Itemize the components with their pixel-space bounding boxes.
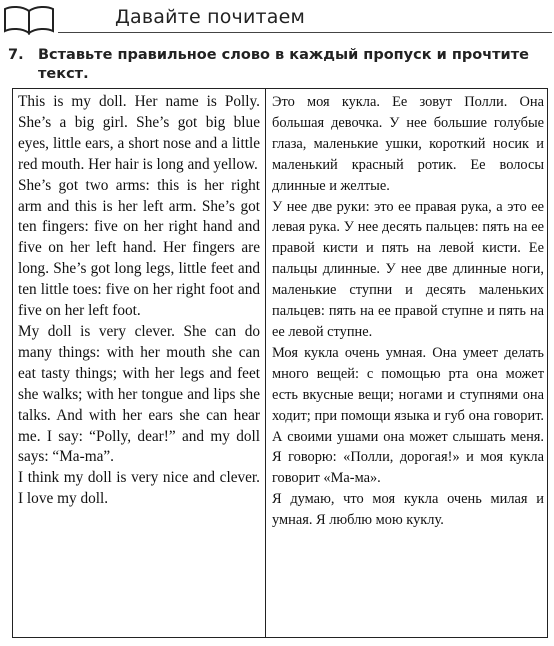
russian-paragraph-3: Моя кукла очень умная. Она умеет делать много вещей: с помощью рта она может есть вкусные вещи; ногами и ступнями она ходит; при помощи языка и губ она говорит. А своими ушами она может слышать меня. Я говорю: «Полли, дорогая!» и моя кукла говорит «Ма-ма». [272,344,544,487]
russian-paragraph-2: У нее две руки: это ее правая рука, а это ее левая рука. У нее десять пальцев: пять на ее правой кисти и пять на левой кисти. Ее пальцы длинные. У нее две длинные ноги, маленькие ступни и десять маленьких пальцев: пять на ее правой ступне и пять на ее левой ступне. [272,198,544,340]
task-number: 7. [8,47,24,63]
page-header [0,0,554,40]
header-rule [58,32,552,33]
russian-column [272,92,544,531]
english-paragraph-1: This is my doll. Her name is Polly. She’s a big girl. She’s got big blue eyes, little ears, a short nose and a little red mouth. Her hair is long and yellow. [18,93,260,173]
russian-paragraph-1: Это моя кукла. Ее зовут Полли. Она большая девочка. У нее большие голубые глаза, маленькие ушки, короткий носик и маленький красный ротик. Ее волосы длинные и желтые. [272,94,544,194]
section-title: Давайте почитаем [115,6,306,28]
text-table [12,88,548,638]
russian-paragraph-4: Я думаю, что моя кукла очень милая и умная. Я люблю мою куклу. [272,491,544,529]
english-paragraph-3: My doll is very clever. She can do many things: with her mouth she can eat tasty things; with her legs and feet she walks; with her tongue and lips she talks. And with her ears she can hear me. I say: “Polly, dear!” and my doll says: “Ma-ma”. [18,322,260,466]
column-divider [265,89,266,637]
task-text: Вставьте правильное слово в каждый пропуск и прочтите текст. [38,47,529,82]
english-paragraph-2: She’s got two arms: this is her right arm and this is her left arm. She’s got ten fingers: five on her right hand and five on her left hand. Her fingers are long. She’s got long legs, little feet and ten little toes: five on her right foot and five on her left foot. [18,176,260,320]
open-book-icon [2,4,56,36]
english-column [18,92,260,510]
english-paragraph-4: I think my doll is very nice and clever. I love my doll. [18,469,260,508]
